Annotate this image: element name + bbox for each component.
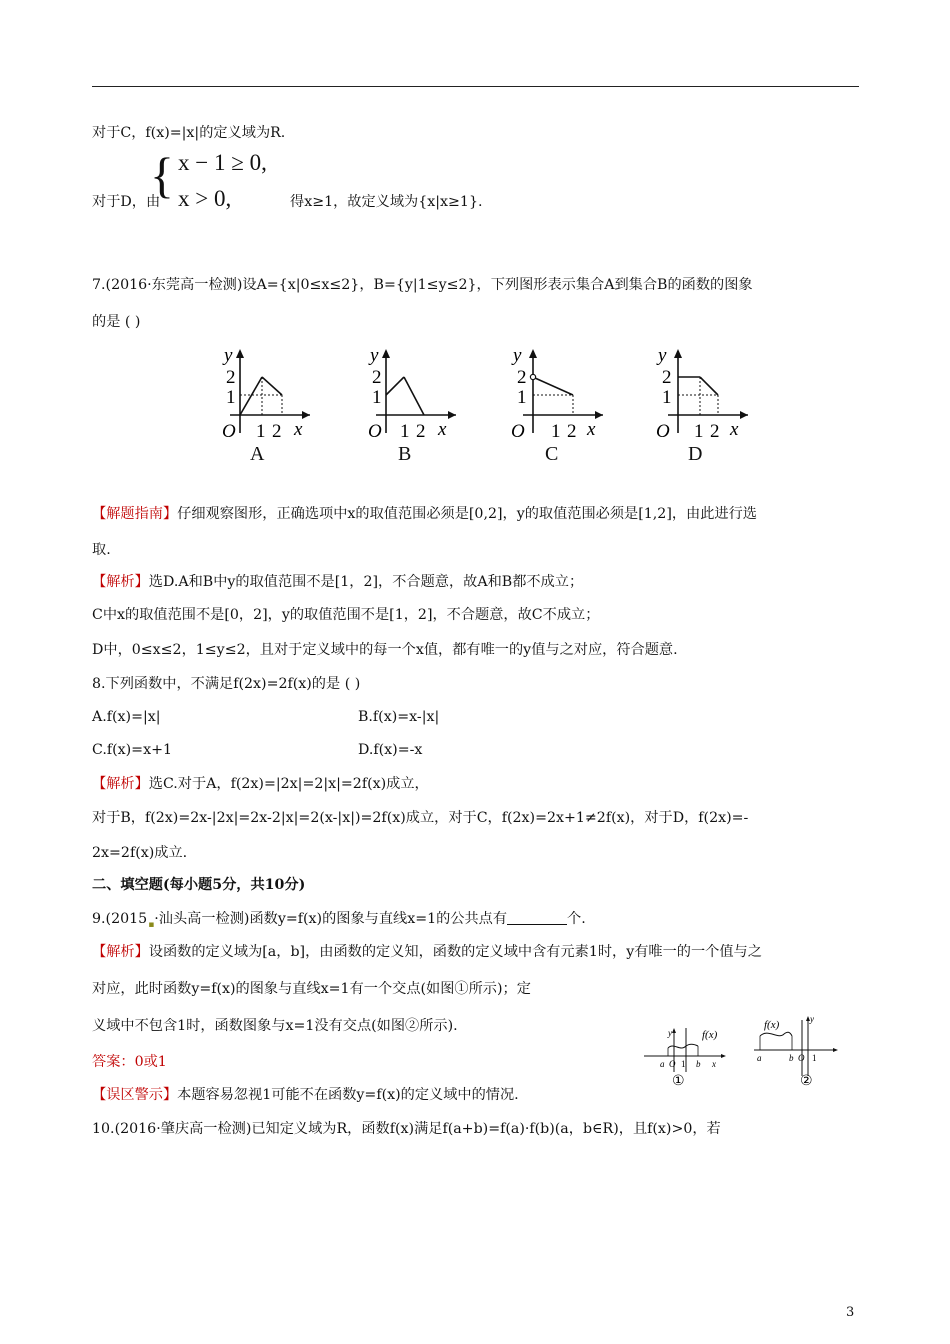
- tick-2: 2: [517, 367, 527, 388]
- q8-option-d: D.f(x)=-x: [358, 742, 423, 758]
- figure-2: [752, 1010, 842, 1089]
- q7-guide: [92, 505, 757, 523]
- x-tick-2: 2: [710, 421, 720, 442]
- guide-label: 【解题指南】: [92, 506, 178, 522]
- q9-analysis-line3: 义域中不包含1时，函数图象与x=1没有交点(如图②所示).: [92, 1018, 458, 1034]
- page-number: 3: [846, 1305, 855, 1320]
- fig2-one: 1: [812, 1053, 817, 1063]
- fig1-y: y: [668, 1028, 672, 1038]
- q9-stem-b: ·汕头高一检测)函数y=f(x)的图象与直线x=1的公共点有: [154, 911, 508, 927]
- x-tick-1: 1: [551, 421, 561, 442]
- option-b-caption: B: [398, 443, 412, 465]
- origin-label: O: [656, 421, 670, 442]
- warning-label: 【误区警示】: [92, 1087, 178, 1103]
- guide-text: 仔细观察图形，正确选项中x的取值范围必须是[0,2]，y的取值范围必须是[1,2]，由此进行选: [177, 506, 757, 522]
- fig2-b: b: [789, 1053, 794, 1063]
- q8-analysis-line3: 2x=2f(x)成立.: [92, 845, 188, 861]
- x-tick-1: 1: [400, 421, 410, 442]
- tick-1: 1: [517, 387, 527, 408]
- line-d-prefix: 对于D，由: [92, 194, 161, 210]
- option-d-caption: D: [688, 443, 703, 465]
- fig1-x: x: [712, 1059, 716, 1069]
- x-tick-1: 1: [694, 421, 704, 442]
- x-tick-2: 2: [567, 421, 577, 442]
- fig2-o: O: [798, 1053, 805, 1063]
- q10-stem: 10.(2016·肇庆高一检测)已知定义域为R，函数f(x)满足f(a+b)=f(a)·f(b)(a，b∈R)，且f(x)>0，若: [92, 1121, 721, 1137]
- analysis-text: 选D.A和B中y的取值范围不是[1，2]，不合题意，故A和B都不成立；: [148, 574, 584, 590]
- fig1-o: O: [669, 1059, 676, 1069]
- q9-stem-a: 9.(2015: [92, 911, 148, 927]
- origin-label: O: [222, 421, 236, 442]
- fig2-fx: f(x): [764, 1019, 780, 1031]
- x-tick-2: 2: [272, 421, 282, 442]
- axis-x-label: x: [730, 419, 739, 440]
- q8-option-c: C.f(x)=x+1: [92, 742, 172, 758]
- option-a-caption: A: [250, 443, 265, 465]
- line-c: 对于C，f(x)=|x|的定义域为R.: [92, 125, 286, 141]
- tick-1: 1: [372, 387, 382, 408]
- left-brace: {: [150, 147, 174, 203]
- section-heading: 二、填空题(每小题5分，共10分): [92, 877, 306, 893]
- fig1-label: ①: [672, 1073, 685, 1089]
- graph-option-d: [648, 345, 778, 475]
- origin-label: O: [368, 421, 382, 442]
- axis-x-label: x: [294, 419, 303, 440]
- line-d-suffix: 得x≥1，故定义域为{x|x≥1}.: [290, 194, 483, 210]
- answer-blank: [507, 910, 567, 925]
- analysis-label: 【解析】: [92, 776, 149, 792]
- x-tick-1: 1: [256, 421, 266, 442]
- marker-dot: ▪: [148, 920, 155, 930]
- axis-x-label: x: [587, 419, 596, 440]
- tick-1: 1: [662, 387, 672, 408]
- q7-stem-line1: 7.(2016·东莞高一检测)设A={x|0≤x≤2}，B={y|1≤y≤2}，下列图形表示集合A到集合B的函数的图象: [92, 277, 753, 293]
- q8-analysis-line2: 对于B，f(2x)=2x-|2x|=2x-2|x|=2(x-|x|)=2f(x)成立，对于C，f(2x)=2x+1≠2f(x)，对于D，f(2x)=-: [92, 810, 749, 826]
- axis-y-label: y: [224, 345, 233, 366]
- q7-stem-line2: 的是 ( ): [92, 314, 141, 330]
- tick-1: 1: [226, 387, 236, 408]
- analysis-text: 设函数的定义域为[a，b]，由函数的定义知，函数的定义域中含有元素1时，y有唯一的一个值与之: [148, 944, 762, 960]
- fig2-y: y: [810, 1014, 814, 1024]
- analysis-label: 【解析】: [92, 944, 149, 960]
- system-row-2: x > 0,: [178, 186, 232, 211]
- q9-analysis: [92, 943, 762, 961]
- q8-option-b: B.f(x)=x-|x|: [358, 709, 440, 725]
- q9-analysis-line2: 对应，此时函数y=f(x)的图象与直线x=1有一个交点(如图①所示)；定: [92, 981, 531, 997]
- axis-y-label: y: [370, 345, 379, 366]
- fig1-one: 1: [681, 1059, 686, 1069]
- option-c-caption: C: [545, 443, 559, 465]
- q9-stem: [92, 910, 586, 934]
- fig2-a: a: [757, 1053, 762, 1063]
- q9-stem-c: 个.: [567, 911, 586, 927]
- q7-analysis-line2: C中x的取值范围不是[0，2]，y的取值范围不是[1，2]，不合题意，故C不成立；: [92, 607, 600, 623]
- axis-x-label: x: [438, 419, 447, 440]
- tick-2: 2: [226, 367, 236, 388]
- fig1-fx: f(x): [702, 1029, 718, 1041]
- q9-answer: 答案：0或1: [92, 1054, 167, 1070]
- fig1-a: a: [660, 1059, 665, 1069]
- analysis-label: 【解析】: [92, 574, 149, 590]
- x-tick-2: 2: [416, 421, 426, 442]
- figure-1: [640, 1010, 730, 1089]
- axis-y-label: y: [658, 345, 667, 366]
- q8-option-a: A.f(x)=|x|: [92, 709, 161, 725]
- axis-y-label: y: [513, 345, 522, 366]
- warning-text: 本题容易忽视1可能不在函数y=f(x)的定义域中的情况.: [177, 1087, 519, 1103]
- tick-2: 2: [372, 367, 382, 388]
- graph-option-a: [210, 345, 340, 475]
- fig2-label: ②: [800, 1073, 813, 1089]
- tick-2: 2: [662, 367, 672, 388]
- q7-guide-line2: 取.: [92, 542, 111, 558]
- q8-stem: 8.下列函数中，不满足f(2x)=2f(x)的是 ( ): [92, 676, 361, 692]
- fig1-b: b: [696, 1059, 701, 1069]
- header-rule: [92, 86, 859, 87]
- analysis-text: 选C.对于A，f(2x)=|2x|=2|x|=2f(x)成立，: [148, 776, 429, 792]
- q8-analysis: [92, 775, 429, 793]
- q7-analysis-line3: D中，0≤x≤2，1≤y≤2，且对于定义域中的每一个x值，都有唯一的y值与之对应，符合题意.: [92, 642, 678, 658]
- graph-option-c: [503, 345, 633, 475]
- graph-option-b: [356, 345, 486, 475]
- q9-warning: [92, 1086, 519, 1104]
- system-row-1: x − 1 ≥ 0,: [178, 150, 267, 175]
- origin-label: O: [511, 421, 525, 442]
- q7-analysis: [92, 573, 583, 591]
